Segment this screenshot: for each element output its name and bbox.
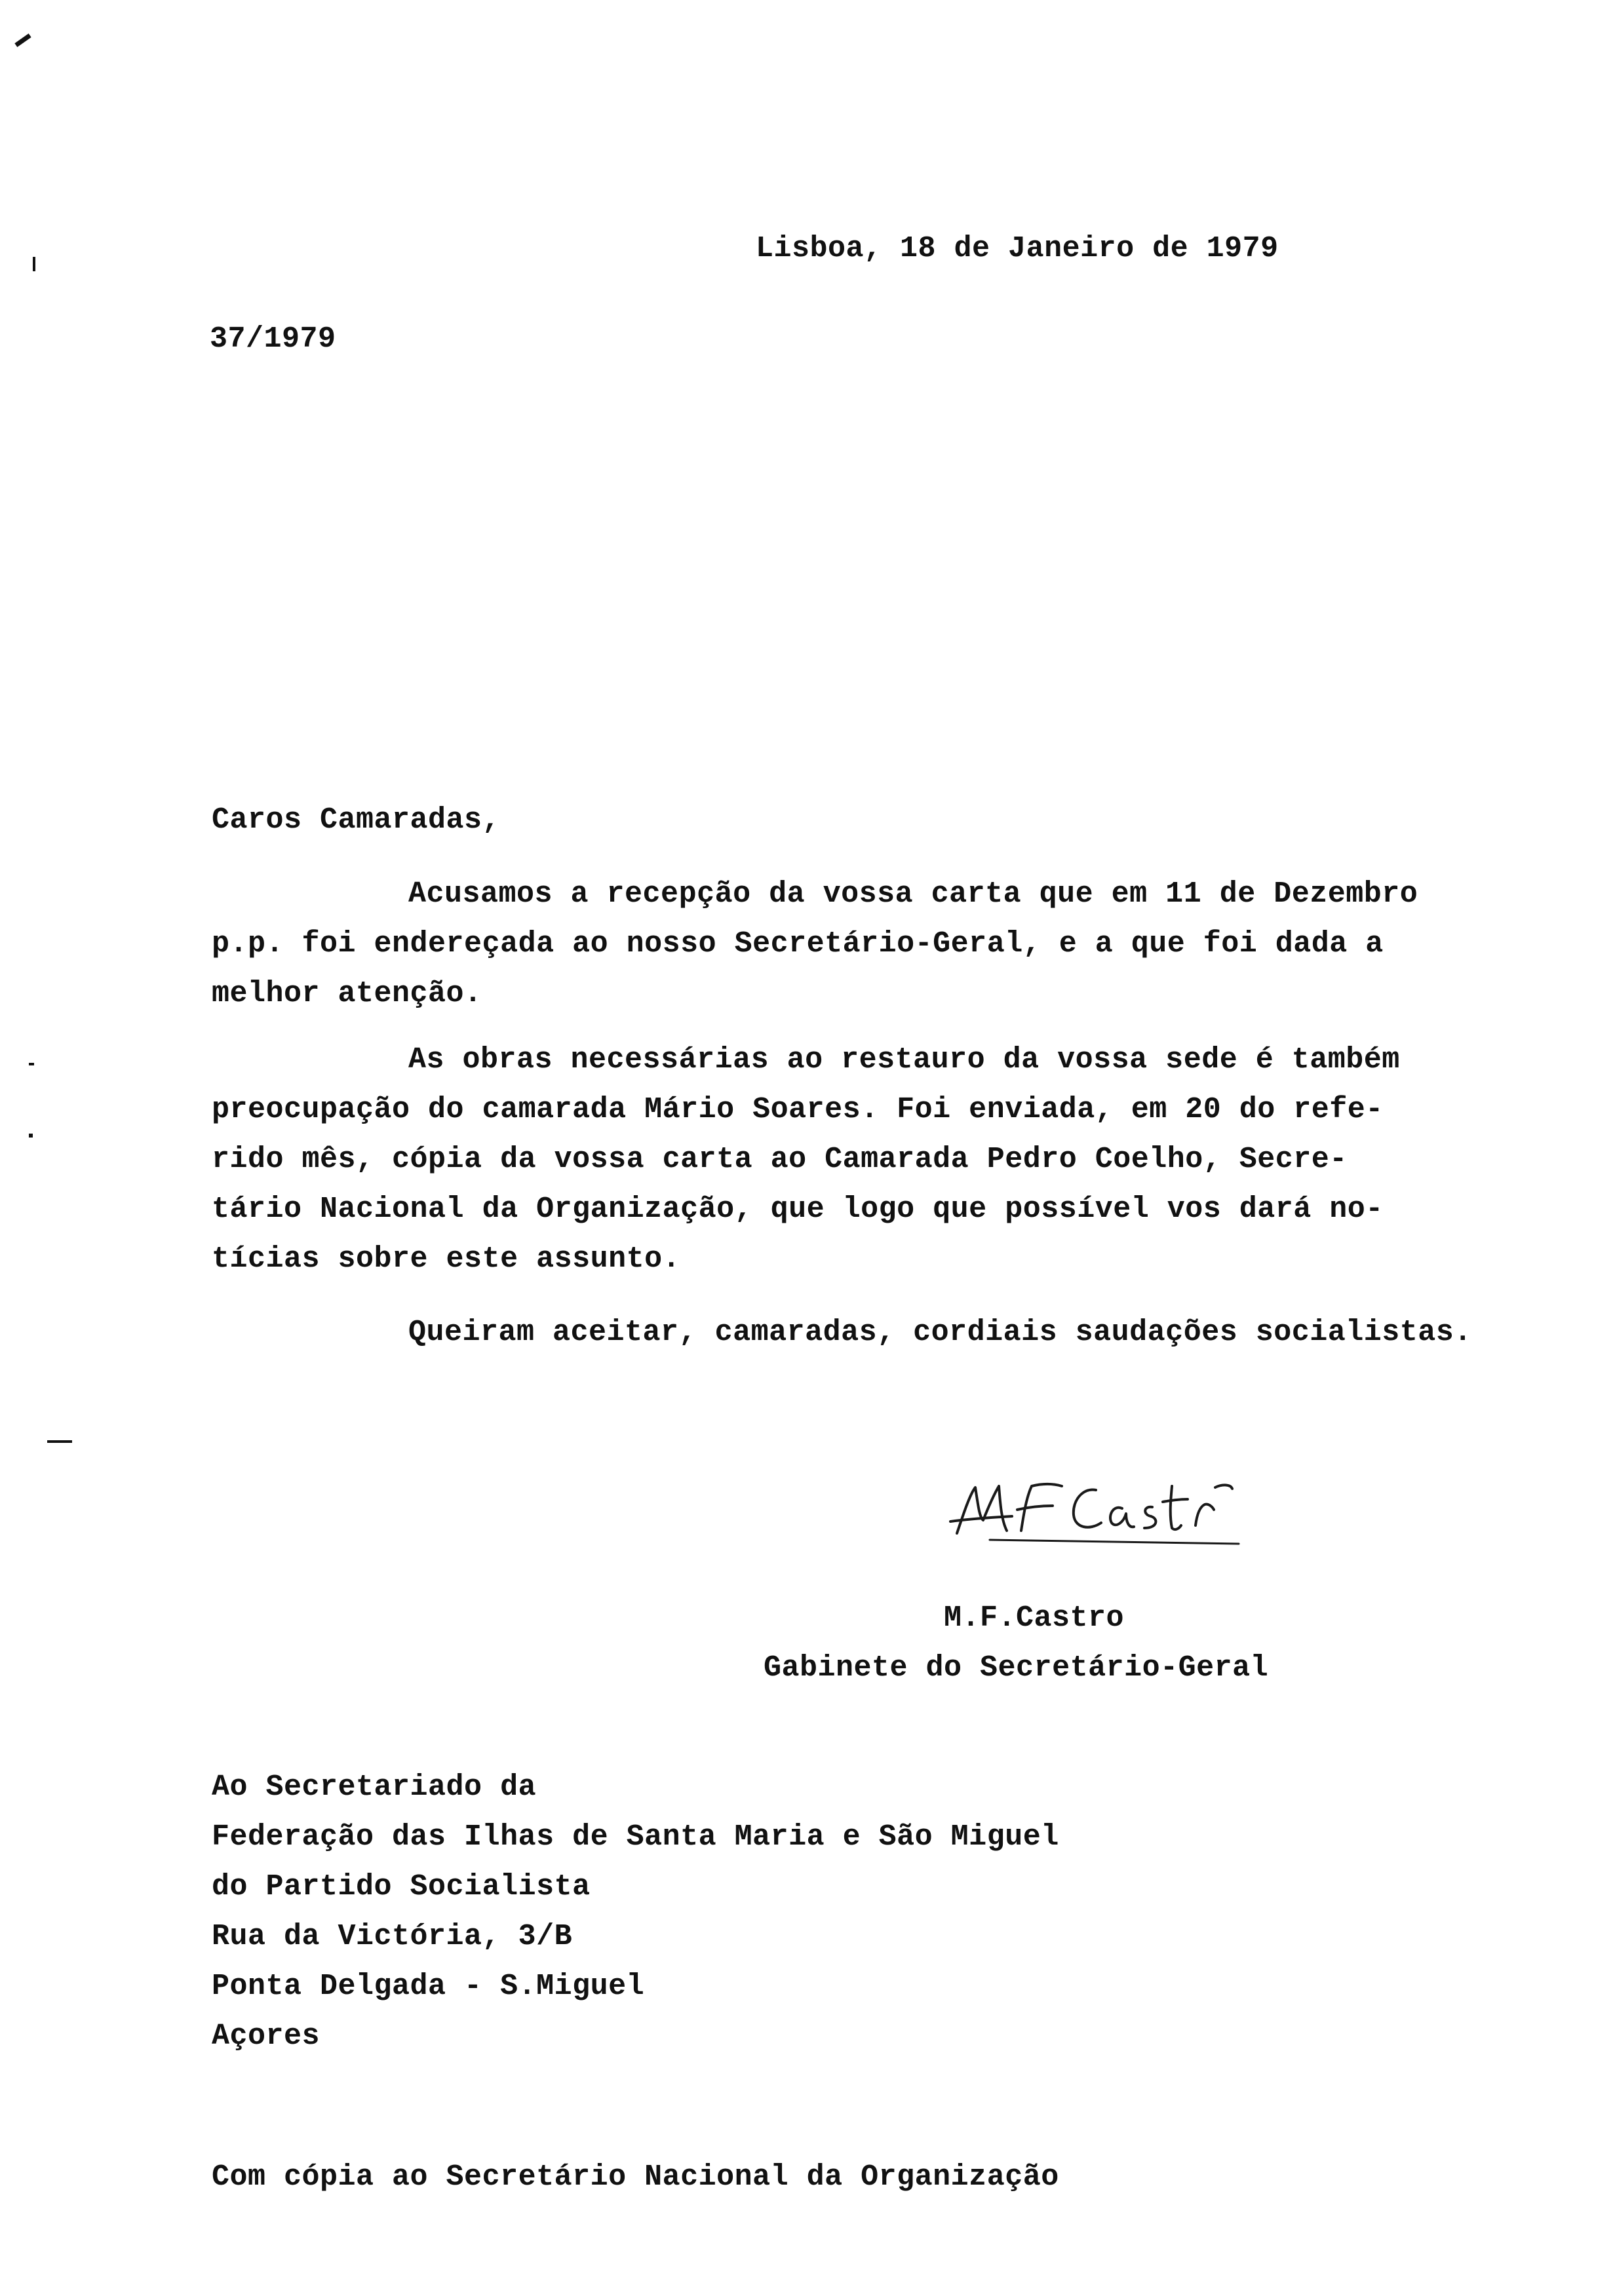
reference-number: 37/1979 [210,322,336,356]
margin-mark [14,33,31,47]
margin-mark [47,1440,72,1443]
paragraph-line: rido mês, cópia da vossa carta ao Camarada Pedro Coelho, Secre- [212,1143,1348,1176]
margin-mark [29,1134,33,1138]
paragraph-line: tário Nacional da Organização, que logo que possível vos dará no- [212,1193,1384,1226]
handwritten-signature [944,1468,1245,1546]
margin-mark [33,257,35,271]
address-line: Açores [212,2019,321,2053]
place-date: Lisboa, 18 de Janeiro de 1979 [756,232,1279,265]
paragraph-line: melhor atenção. [212,977,482,1010]
signatory-name: M.F.Castro [944,1601,1125,1635]
address-line: Ponta Delgada - S.Miguel [212,1970,645,2003]
copy-note: Com cópia ao Secretário Nacional da Organização [212,2160,1059,2194]
address-line: Ao Secretariado da [212,1770,537,1804]
address-line: Federação das Ilhas de Santa Maria e São Miguel [212,1820,1059,1854]
paragraph-line: preocupação do camarada Mário Soares. Foi enviada, em 20 do refe- [212,1093,1384,1126]
margin-mark [29,1063,34,1065]
paragraph-line: As obras necessárias ao restauro da vossa sede é também [408,1043,1400,1077]
paragraph-line: Queiram aceitar, camaradas, cordiais saudações socialistas. [408,1316,1472,1349]
address-line: Rua da Victória, 3/B [212,1920,573,1953]
paragraph-line: p.p. foi endereçada ao nosso Secretário-Geral, e a que foi dada a [212,927,1384,961]
paragraph-line: tícias sobre este assunto. [212,1242,681,1276]
signatory-office: Gabinete do Secretário-Geral [764,1651,1269,1685]
salutation: Caros Camaradas, [212,803,501,837]
paragraph-line: Acusamos a recepção da vossa carta que em 11 de Dezembro [408,877,1418,911]
address-line: do Partido Socialista [212,1870,591,1904]
